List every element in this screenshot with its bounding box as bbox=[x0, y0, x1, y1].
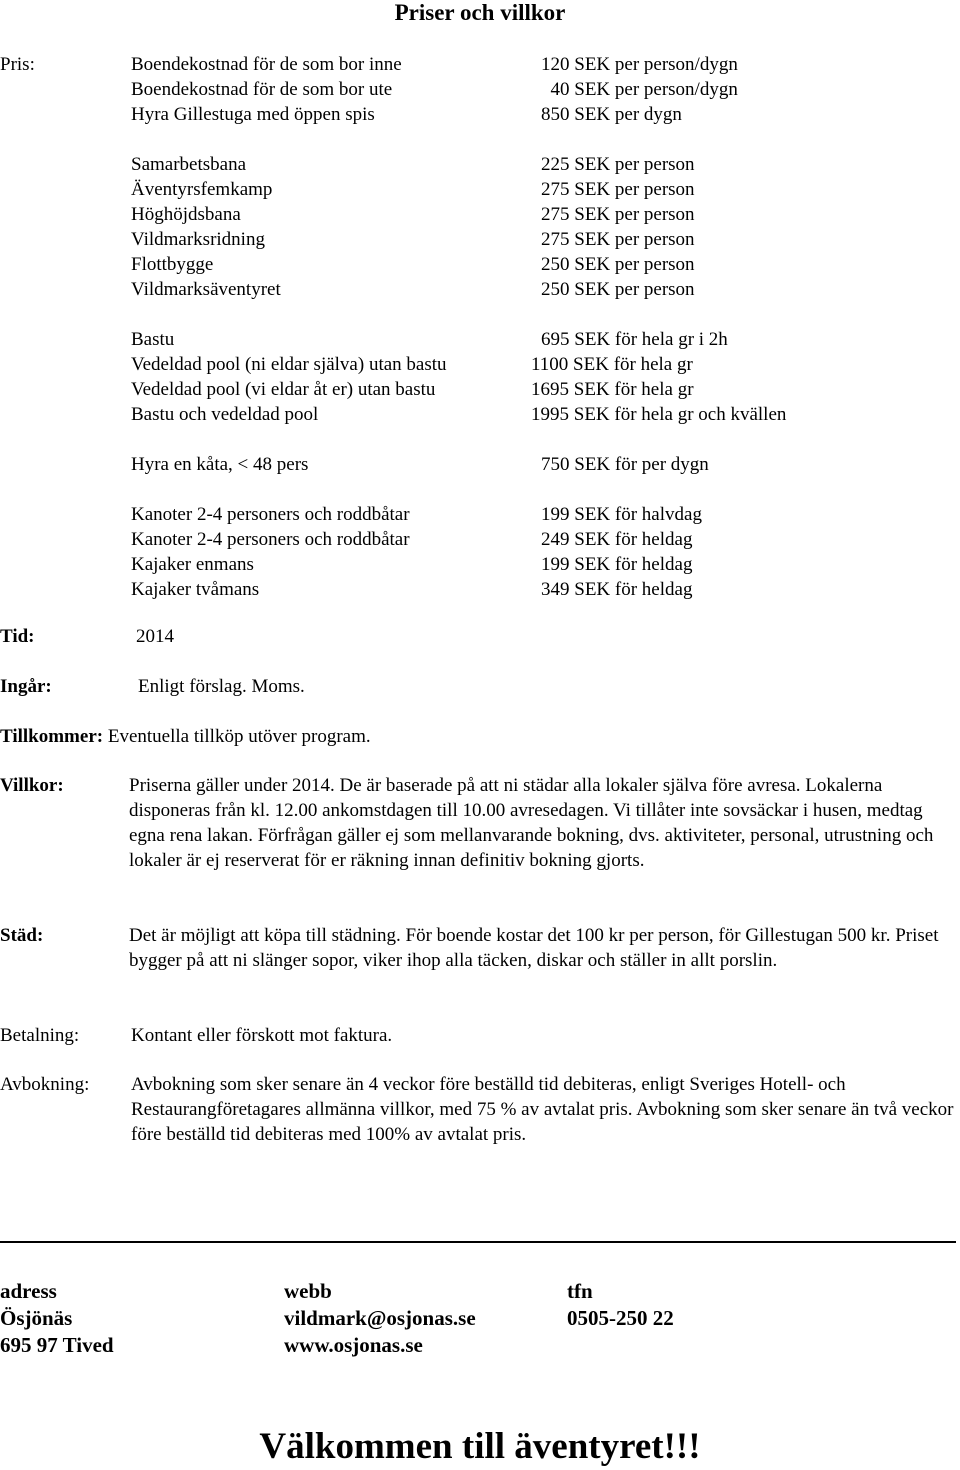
price-value: 275 SEK per person bbox=[541, 179, 695, 200]
price-spacer bbox=[131, 302, 960, 327]
price-value: 1100 SEK för hela gr bbox=[531, 354, 693, 375]
price-item: Flottbygge bbox=[131, 254, 214, 275]
price-item: Höghöjdsbana bbox=[131, 204, 241, 225]
price-item: Boendekostnad för de som bor inne bbox=[131, 54, 402, 75]
avbokning-label: Avbokning: bbox=[0, 1074, 90, 1095]
price-value: 349 SEK för heldag bbox=[541, 579, 693, 600]
stad-label: Städ: bbox=[0, 925, 44, 946]
price-row bbox=[131, 202, 960, 227]
price-row bbox=[131, 577, 960, 602]
betalning-label: Betalning: bbox=[0, 1025, 80, 1046]
price-row bbox=[131, 177, 960, 202]
price-row bbox=[131, 352, 960, 377]
price-value: 275 SEK per person bbox=[541, 229, 695, 250]
price-value: 695 SEK för hela gr i 2h bbox=[541, 329, 728, 350]
footer-phone: 0505-250 22 bbox=[567, 1306, 674, 1330]
footer-tfn-header: tfn bbox=[567, 1279, 593, 1303]
price-item: Äventyrsfemkamp bbox=[131, 179, 273, 200]
ingar-label: Ingår: bbox=[0, 676, 52, 697]
price-row bbox=[131, 502, 960, 527]
price-value: 275 SEK per person bbox=[541, 204, 695, 225]
price-row bbox=[131, 552, 960, 577]
price-row bbox=[131, 327, 960, 352]
price-value: 850 SEK per dygn bbox=[541, 104, 682, 125]
villkor-text: Priserna gäller under 2014. De är baserade på att ni städar alla lokaler själva före avresa. Lokalerna disponeras från kl. 12.00 ankomstdagen till 10.00 avresedagen. Vi tillåter inte sovsäckar i husen, medtag egna rena lakan. Förfrågan gäller ej som mellanvarande bokning, dvs. aktiviteter, personal, utrustning och lokaler är ej reserverat för er räkning innan definitiv bokning gjorts. bbox=[129, 775, 934, 871]
price-item: Kanoter 2-4 personers och roddbåtar bbox=[131, 529, 410, 550]
price-row bbox=[131, 452, 960, 477]
tid-value: 2014 bbox=[136, 626, 174, 647]
footer-webb-header: webb bbox=[284, 1279, 332, 1303]
price-value: 1995 SEK för hela gr och kvällen bbox=[531, 404, 787, 425]
ingar-value: Enligt förslag. Moms. bbox=[138, 676, 305, 697]
price-list bbox=[131, 52, 960, 602]
price-value: 225 SEK per person bbox=[541, 154, 695, 175]
price-row bbox=[131, 152, 960, 177]
price-row bbox=[131, 377, 960, 402]
footer-adress-header: adress bbox=[0, 1279, 57, 1303]
tillkommer-value: Eventuella tillköp utöver program. bbox=[103, 726, 371, 747]
price-value: 120 SEK per person/dygn bbox=[541, 54, 738, 75]
price-value: 199 SEK för halvdag bbox=[541, 504, 702, 525]
price-item: Samarbetsbana bbox=[131, 154, 247, 175]
price-item: Vildmarksridning bbox=[131, 229, 265, 250]
price-spacer bbox=[131, 127, 960, 152]
price-item: Kajaker tvåmans bbox=[131, 579, 260, 600]
price-item: Bastu bbox=[131, 329, 175, 350]
price-item: Hyra en kåta, < 48 pers bbox=[131, 454, 309, 475]
price-row bbox=[131, 102, 960, 127]
price-item: Kajaker enmans bbox=[131, 554, 254, 575]
price-item: Vedeldad pool (vi eldar åt er) utan bastu bbox=[131, 379, 436, 400]
price-row bbox=[131, 252, 960, 277]
footer-adress-line2: 695 97 Tived bbox=[0, 1333, 114, 1357]
price-row bbox=[131, 227, 960, 252]
price-row bbox=[131, 277, 960, 302]
price-value: 1695 SEK för hela gr bbox=[531, 379, 694, 400]
price-value: 40 SEK per person/dygn bbox=[541, 79, 738, 100]
price-item: Bastu och vedeldad pool bbox=[131, 404, 319, 425]
footer-website-link[interactable]: www.osjonas.se bbox=[284, 1333, 423, 1357]
price-value: 250 SEK per person bbox=[541, 279, 695, 300]
price-value: 199 SEK för heldag bbox=[541, 554, 693, 575]
price-spacer bbox=[131, 427, 960, 452]
price-row bbox=[131, 77, 960, 102]
page-title: Priser och villkor bbox=[394, 0, 566, 25]
welcome-banner: Välkommen till äventyret!!! bbox=[259, 1426, 701, 1467]
price-row bbox=[131, 52, 960, 77]
price-item: Boendekostnad för de som bor ute bbox=[131, 79, 393, 100]
price-spacer bbox=[131, 477, 960, 502]
price-item: Vildmarksäventyret bbox=[131, 279, 281, 300]
footer-adress-line1: Ösjönäs bbox=[0, 1306, 73, 1330]
price-item: Kanoter 2-4 personers och roddbåtar bbox=[131, 504, 410, 525]
price-value: 750 SEK för per dygn bbox=[541, 454, 709, 475]
villkor-label: Villkor: bbox=[0, 775, 64, 796]
price-value: 249 SEK för heldag bbox=[541, 529, 693, 550]
price-item: Hyra Gillestuga med öppen spis bbox=[131, 104, 375, 125]
footer-divider bbox=[0, 1241, 956, 1243]
price-value: 250 SEK per person bbox=[541, 254, 695, 275]
price-item: Vedeldad pool (ni eldar själva) utan bastu bbox=[131, 354, 447, 375]
price-row bbox=[131, 527, 960, 552]
avbokning-text: Avbokning som sker senare än 4 veckor före beställd tid debiteras, enligt Sveriges Hotell- och Restaurangföretagares allmänna villkor, med 75 % av avtalat pris. Avbokning som sker senare än två veckor före beställd tid debiteras med 100% av avtalat pris. bbox=[131, 1074, 954, 1145]
tillkommer-label: Tillkommer: bbox=[0, 726, 104, 747]
tillkommer-row bbox=[0, 724, 371, 749]
footer-email-link[interactable]: vildmark@osjonas.se bbox=[284, 1306, 476, 1330]
price-row bbox=[131, 402, 960, 427]
pris-label: Pris: bbox=[0, 54, 35, 75]
tid-label: Tid: bbox=[0, 626, 35, 647]
betalning-text: Kontant eller förskott mot faktura. bbox=[131, 1025, 393, 1046]
stad-text: Det är möjligt att köpa till städning. För boende kostar det 100 kr per person, för Gillestugan 500 kr. Priset bygger på att ni slänger sopor, viker ihop alla täcken, diskar och ställer in allt porslin. bbox=[129, 925, 939, 971]
